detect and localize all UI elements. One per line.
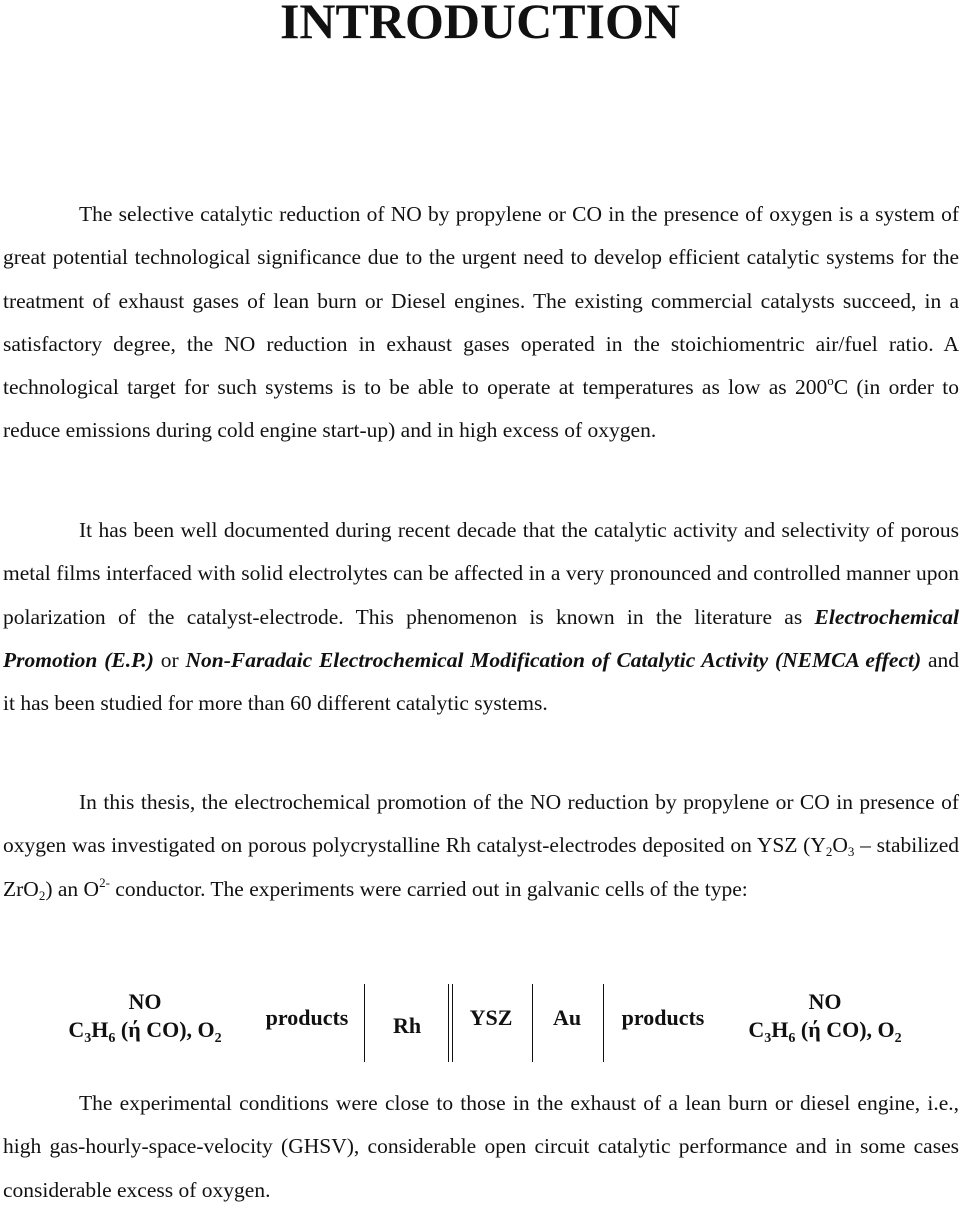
superscript: 2- [99,874,110,890]
emphasis-nemca: Non-Faradaic Electrochemical Modification of Catalytic Activity (NEMCA effect) [185,647,922,672]
paragraph-3 [3,781,959,911]
ysz-electrolyte-label: YSZ [469,1005,513,1030]
paragraph-1-text: The selective catalytic reduction of NO by propylene or CO in the presence of oxygen is a system of great potential technological significance due to the urgent need to develop efficient catalytic systems for the treatment of exhaust gases of lean burn or Diesel engines. The existing commercial catalysts succeed, in a satisfactory degree, the NO reduction in exhaust gases operated in the stoichiomentric air/fuel ratio. A technological target for such systems is to be able to operate at temperatures as low as 200 [3,202,959,400]
left-products-label: products [265,1005,349,1030]
paragraph-4 [3,1082,959,1212]
subscript: 2 [825,844,833,860]
paragraph-4-text: The experimental conditions were close to those in the exhaust of a lean burn or diesel engine, i.e., high gas-hourly-space-velocity (GHSV), considerable open circuit catalytic performance and in some cases considerable excess of oxygen. [3,1091,959,1202]
au-electrode-label: Au [552,1005,582,1030]
left-gas-mixture [50,988,240,1044]
paragraph-2 [3,509,959,725]
emphasis-electrochemical-promotion: Electrochemical Promotion (E.P.) [3,604,959,672]
paragraph-2-text-c: and it has been studied for more than 60 different catalytic systems. [3,647,959,716]
paragraph-2-text-b: or [153,647,186,672]
cell-divider [364,984,365,1062]
right-gas-mixture [730,988,920,1044]
left-gas-no: NO [128,989,162,1014]
cell-divider [532,984,533,1062]
paragraph-1 [3,193,959,453]
rh-electrode-label: Rh [392,1013,422,1038]
paragraph-3-text-a: In this thesis, the electrochemical promotion of the NO reduction by propylene or CO in presence of oxygen was investigated on porous polycrystalline Rh catalyst-electrodes deposited on YSZ (Y [3,790,959,858]
paragraph-3-text-e: conductor. The experiments were carried out in galvanic cells of the type: [109,876,748,901]
right-gas-no: NO [808,989,842,1014]
paragraph-1-text-end: C (in order to reduce emissions during cold engine start-up) and in high excess of oxygen. [3,375,959,443]
right-products-label: products [621,1005,705,1030]
right-gas-formula: $C_3H_6$ (ή CO), $O_2$ [748,1017,902,1046]
cell-divider [603,984,604,1062]
cell-divider-double [448,984,453,1062]
paragraph-3-text-b: O [832,833,848,858]
paragraph-3-text-d: ) an O [45,876,100,901]
subscript: 3 [847,844,855,860]
paragraph-3-text-c: – stabilized ZrO [3,833,959,901]
subscript: 2 [38,887,46,903]
degree-superscript: o [827,373,834,389]
left-gas-formula: $C_3H_6$ (ή CO), $O_2$ [68,1017,222,1046]
page-title: INTRODUCTION [279,0,681,49]
paragraph-2-text-a: It has been well documented during recent decade that the catalytic activity and selectivity of porous metal films interfaced with solid electrolytes can be affected in a very pronounced and controlled manner upon polarization of the catalyst-electrode. This phenomenon is known in the literature as [3,518,959,629]
